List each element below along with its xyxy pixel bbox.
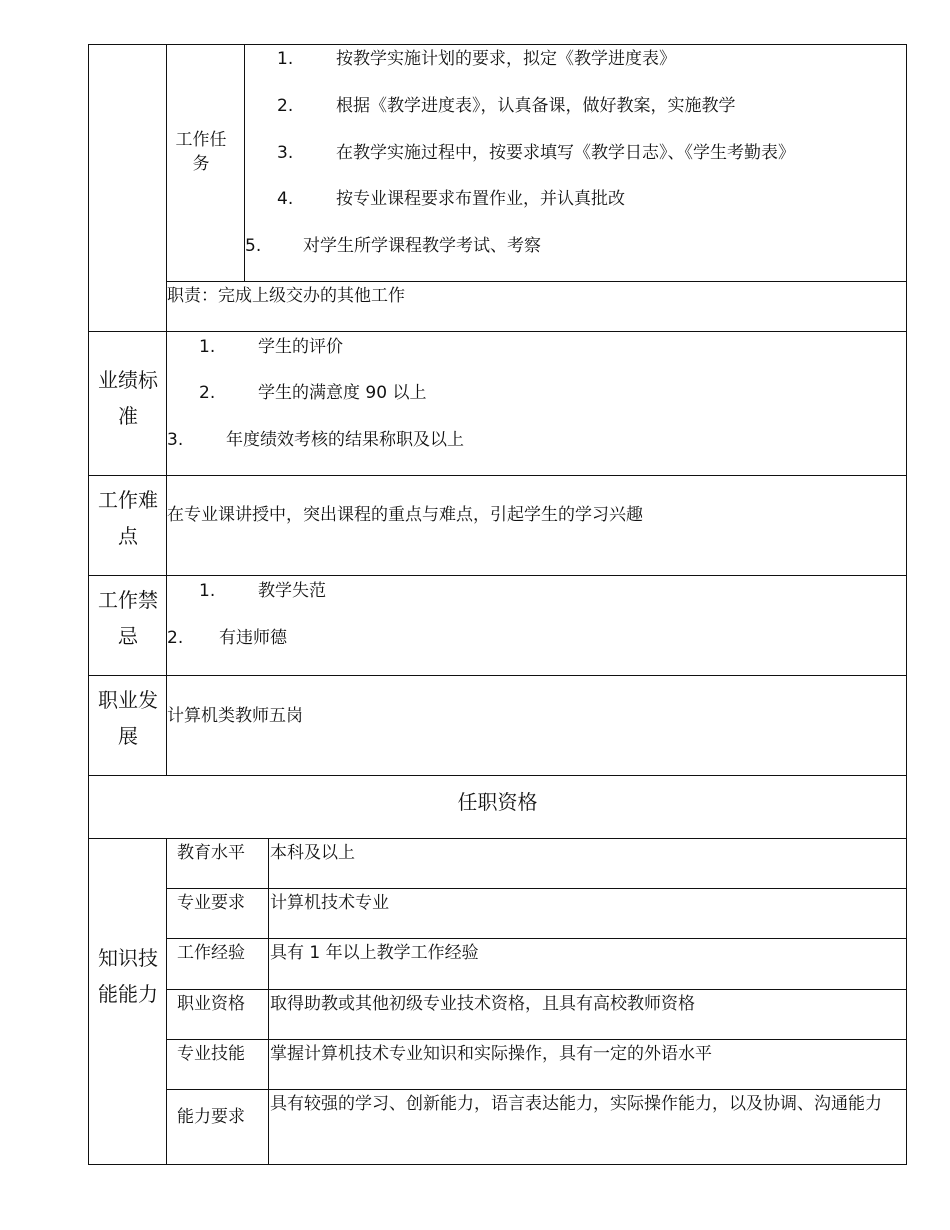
divider — [88, 775, 907, 776]
performance-number: 3. — [167, 430, 184, 450]
divider — [88, 575, 907, 576]
taboo-number: 1. — [199, 581, 216, 601]
task-item: 对学生所学课程教学考试、考察 — [303, 236, 541, 256]
task-item: 按教学实施计划的要求，拟定《教学进度表》 — [336, 49, 676, 69]
divider — [166, 44, 167, 776]
taboo-item: 教学失范 — [258, 581, 326, 601]
task-number: 3. — [277, 143, 294, 163]
taboo-item: 有违师德 — [219, 628, 287, 648]
taboo-label: 工作禁忌 — [98, 588, 158, 648]
duty-text: 职责：完成上级交办的其他工作 — [167, 286, 405, 306]
task-number: 4. — [277, 189, 294, 209]
divider — [166, 989, 907, 990]
divider — [166, 1039, 907, 1040]
performance-item: 学生的评价 — [258, 337, 343, 357]
task-item: 根据《教学进度表》，认真备课，做好教案，实施教学 — [336, 96, 736, 116]
taboo-number: 2. — [167, 628, 184, 648]
divider — [166, 1089, 907, 1090]
work-tasks-label: 工作任务 — [175, 130, 227, 174]
qualification-title: 任职资格 — [457, 790, 538, 814]
task-number: 2. — [277, 96, 294, 116]
performance-label: 业绩标准 — [98, 368, 158, 428]
divider — [166, 281, 907, 282]
table-top-border — [88, 44, 907, 45]
career-label: 职业发展 — [98, 688, 158, 748]
task-item: 按专业课程要求布置作业，并认真批改 — [336, 189, 625, 209]
divider — [88, 475, 907, 476]
divider — [88, 675, 907, 676]
qualification-row-label: 专业要求 — [177, 893, 245, 913]
performance-number: 2. — [199, 383, 216, 403]
performance-number: 1. — [199, 337, 216, 357]
qualification-row-label: 职业资格 — [177, 994, 245, 1014]
qualification-row-label: 专业技能 — [177, 1044, 245, 1064]
divider — [166, 938, 907, 939]
difficulty-label: 工作难点 — [98, 488, 158, 548]
performance-item: 年度绩效考核的结果称职及以上 — [226, 430, 464, 450]
table-bottom-border — [88, 1164, 907, 1165]
qualification-row-value: 取得助教或其他初级专业技术资格，且具有高校教师资格 — [270, 994, 695, 1014]
task-number: 5. — [245, 236, 262, 256]
divider — [88, 331, 907, 332]
performance-item: 学生的满意度 90 以上 — [258, 383, 427, 403]
task-number: 1. — [277, 49, 294, 69]
qualification-row-label: 教育水平 — [177, 843, 245, 863]
qualification-row-value: 本科及以上 — [270, 843, 355, 863]
qualification-row-value: 掌握计算机技术专业知识和实际操作，具有一定的外语水平 — [270, 1044, 712, 1064]
difficulty-text: 在专业课讲授中，突出课程的重点与难点，引起学生的学习兴趣 — [167, 505, 643, 525]
knowledge-skills-label: 知识技能能力 — [98, 946, 158, 1006]
qualification-row-value: 计算机技术专业 — [270, 893, 389, 913]
divider — [166, 888, 907, 889]
qualification-row-label: 工作经验 — [177, 943, 245, 963]
qualification-row-label: 能力要求 — [177, 1107, 245, 1127]
career-text: 计算机类教师五岗 — [167, 706, 303, 726]
table-left-border — [88, 44, 89, 1165]
qualification-row-value: 具有 1 年以上教学工作经验 — [270, 943, 479, 963]
task-item: 在教学实施过程中，按要求填写《教学日志》、《学生考勤表》 — [336, 143, 795, 163]
divider — [88, 838, 907, 839]
table-right-border — [906, 44, 907, 1165]
qualification-row-value: 具有较强的学习、创新能力，语言表达能力，实际操作能力，以及协调、沟通能力 — [270, 1094, 882, 1114]
